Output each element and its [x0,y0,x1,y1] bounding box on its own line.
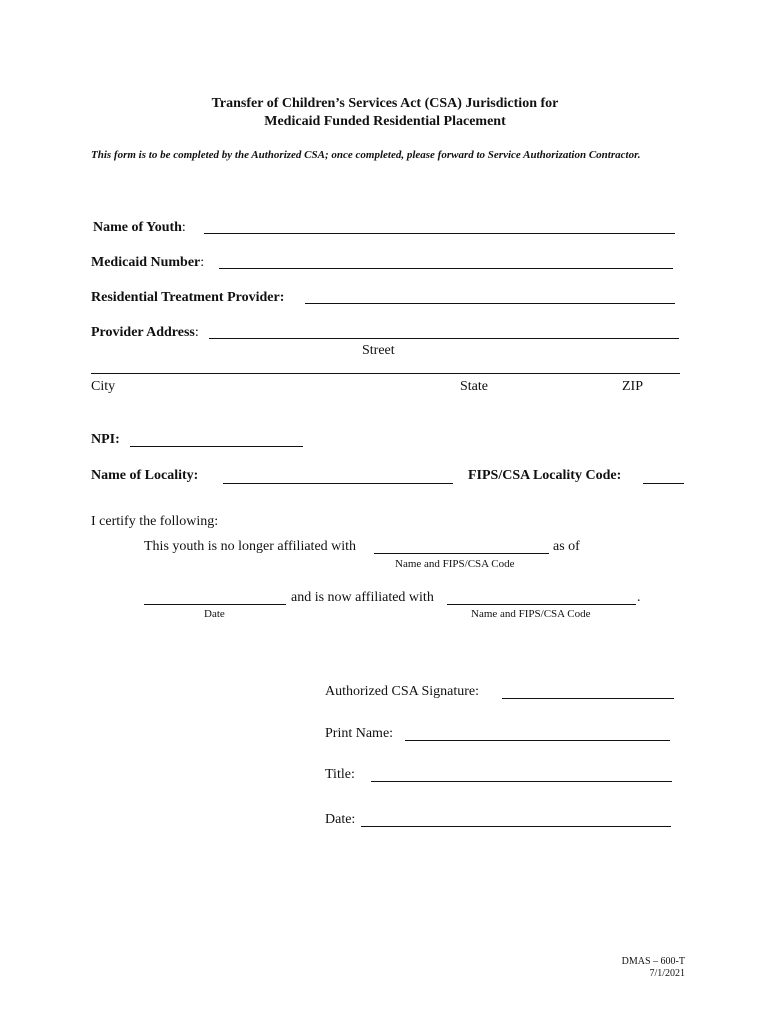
name-of-youth-field[interactable] [204,233,675,234]
name-of-locality-label: Name of Locality: [91,468,199,483]
form-title-line-1: Transfer of Children’s Services Act (CSA) Jurisdiction for [211,96,559,111]
form-number: DMAS – 600-T [621,956,685,967]
provider-address-street-field[interactable] [209,338,679,339]
zip-caption: ZIP [622,379,643,394]
provider-address-city-state-zip-field[interactable] [91,373,680,374]
fips-code-field[interactable] [643,483,684,484]
former-locality-field[interactable] [374,553,549,554]
state-caption: State [460,379,488,394]
provider-address-label-text: Provider Address [91,325,195,340]
title-field[interactable] [371,781,672,782]
no-longer-affiliated-text: This youth is no longer affiliated with [144,539,357,554]
date-field[interactable] [361,826,671,827]
name-of-youth-label [93,219,186,237]
affiliation-date-field[interactable] [144,604,286,605]
medicaid-number-field[interactable] [219,268,673,269]
new-locality-field[interactable] [447,604,636,605]
npi-label: NPI: [91,432,120,447]
form-title-line-2: Medicaid Funded Residential Placement [264,114,506,129]
fips-code-label: FIPS/CSA Locality Code: [468,468,622,483]
date-caption: Date [204,608,225,620]
medicaid-number-label-text: Medicaid Number [91,255,201,270]
name-of-youth-label-text: Name of Youth [93,220,182,235]
as-of-text: as of [553,539,580,554]
print-name-field[interactable] [405,740,670,741]
former-locality-caption: Name and FIPS/CSA Code [395,558,515,570]
certify-heading: I certify the following: [91,514,219,529]
provider-address-colon: : [194,325,199,340]
new-locality-caption: Name and FIPS/CSA Code [471,608,591,620]
authorized-signature-label: Authorized CSA Signature: [325,684,479,699]
residential-provider-field[interactable] [305,303,675,304]
now-affiliated-text: and is now affiliated with [291,590,434,605]
street-caption: Street [362,343,395,358]
form-instructions: This form is to be completed by the Authorized CSA; once completed, please forward to Service Authorization Contractor. [91,149,641,161]
npi-field[interactable] [130,446,303,447]
residential-provider-label: Residential Treatment Provider: [91,290,285,305]
revision-date: 7/1/2021 [649,968,685,979]
sentence-period: . [637,590,641,605]
provider-address-label [91,324,199,342]
name-of-locality-field[interactable] [223,483,453,484]
medicaid-number-colon: : [200,255,205,270]
authorized-signature-field[interactable] [502,698,674,699]
city-caption: City [91,379,116,394]
medicaid-number-label [91,254,204,272]
title-label: Title: [325,767,355,782]
date-label: Date: [325,812,356,827]
print-name-label: Print Name: [325,726,394,741]
name-of-youth-colon: : [181,220,186,235]
